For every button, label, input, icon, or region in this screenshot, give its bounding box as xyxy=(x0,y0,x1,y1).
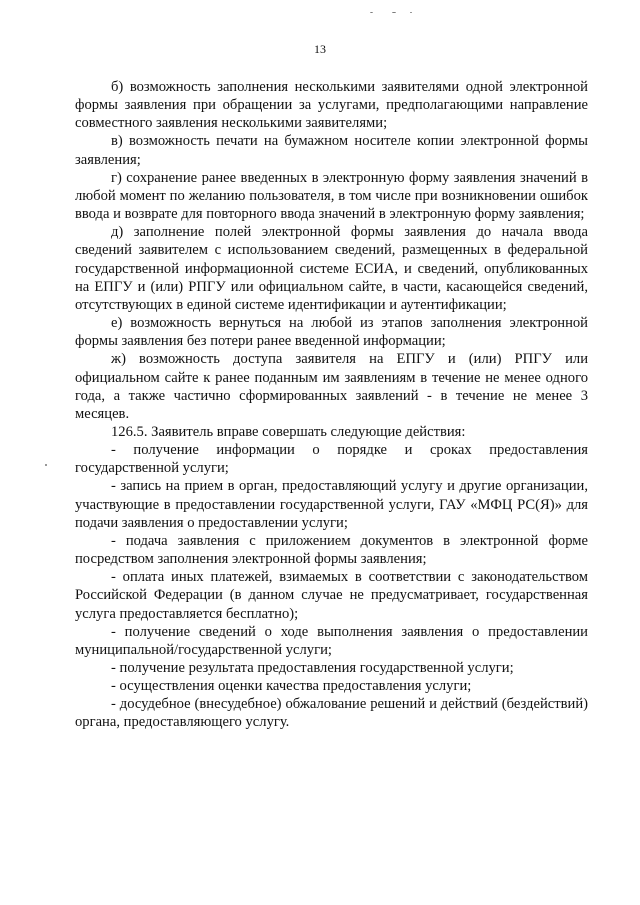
paragraph-v: в) возможность печати на бумажном носителе копии электронной формы заявления; xyxy=(75,133,588,168)
paragraph-b: б) возможность заполнения несколькими заявителями одной электронной формы заявления при обращении за услугами, предполагающими направление совместного заявления несколькими заявителями; xyxy=(75,79,588,132)
scan-speck xyxy=(392,12,396,13)
action-item-payment: - оплата иных платежей, взимаемых в соответствии с законодательством Российской Федерации (в данном случае не предусматривает, государственная услуга предоставляется бесплатно); xyxy=(75,569,588,622)
paragraph-g: г) сохранение ранее введенных в электронную форму заявления значений в любой момент по желанию пользователя, в том числе при возникновении ошибок ввода и возврате для повторного ввода значений в электронную форму заявления; xyxy=(75,169,588,223)
page-number: 13 xyxy=(314,42,326,56)
scan-speck xyxy=(45,464,47,466)
action-item-status: - получение сведений о ходе выполнения заявления о предоставлении муниципальной/государственной услуги; xyxy=(75,623,588,658)
action-item-submission: - подача заявления с приложением документов в электронной форме посредством заполнения электронной формы заявления; xyxy=(75,532,588,568)
paragraph-e: е) возможность вернуться на любой из этапов заполнения электронной формы заявления без потери ранее введенной информации; xyxy=(75,315,588,350)
paragraph-zh: ж) возможность доступа заявителя на ЕПГУ и (или) РПГУ или официальном сайте к ранее поданным им заявлениям в течение не менее одного года, а также частично сформированных заявлений - в течение не менее 3 месяцев. xyxy=(75,351,588,422)
action-item-evaluation: - осуществления оценки качества предоставления услуги; xyxy=(111,678,472,695)
action-item-appeal: - досудебное (внесудебное) обжалование решений и действий (бездействий) органа, предоставляющего услугу. xyxy=(75,696,588,731)
section-126-5: 126.5. Заявитель вправе совершать следующие действия: xyxy=(111,423,466,440)
action-item-appointment: - запись на прием в орган, предоставляющий услугу и другие организации, участвующие в предоставлении государственной услуги, ГАУ «МФЦ РС(Я)» для подачи заявления о предоставлении услуги; xyxy=(75,478,588,531)
document-body xyxy=(75,78,588,732)
scan-speck xyxy=(410,12,412,13)
scan-speck xyxy=(370,12,373,13)
action-item-info: - получение информации о порядке и сроках предоставления государственной услуги; xyxy=(75,442,588,477)
action-item-result: - получение результата предоставления государственной услуги; xyxy=(111,660,514,676)
paragraph-d: д) заполнение полей электронной формы заявления до начала ввода сведений заявителем с использованием сведений, размещенных в федеральной государственной информационной системе ЕСИА, и сведений, опубликованных на ЕПГУ и (или) РПГУ или официальном сайте, в части, касающейся сведений, отсутствующих в единой системе идентификации и аутентификации; xyxy=(75,224,588,313)
